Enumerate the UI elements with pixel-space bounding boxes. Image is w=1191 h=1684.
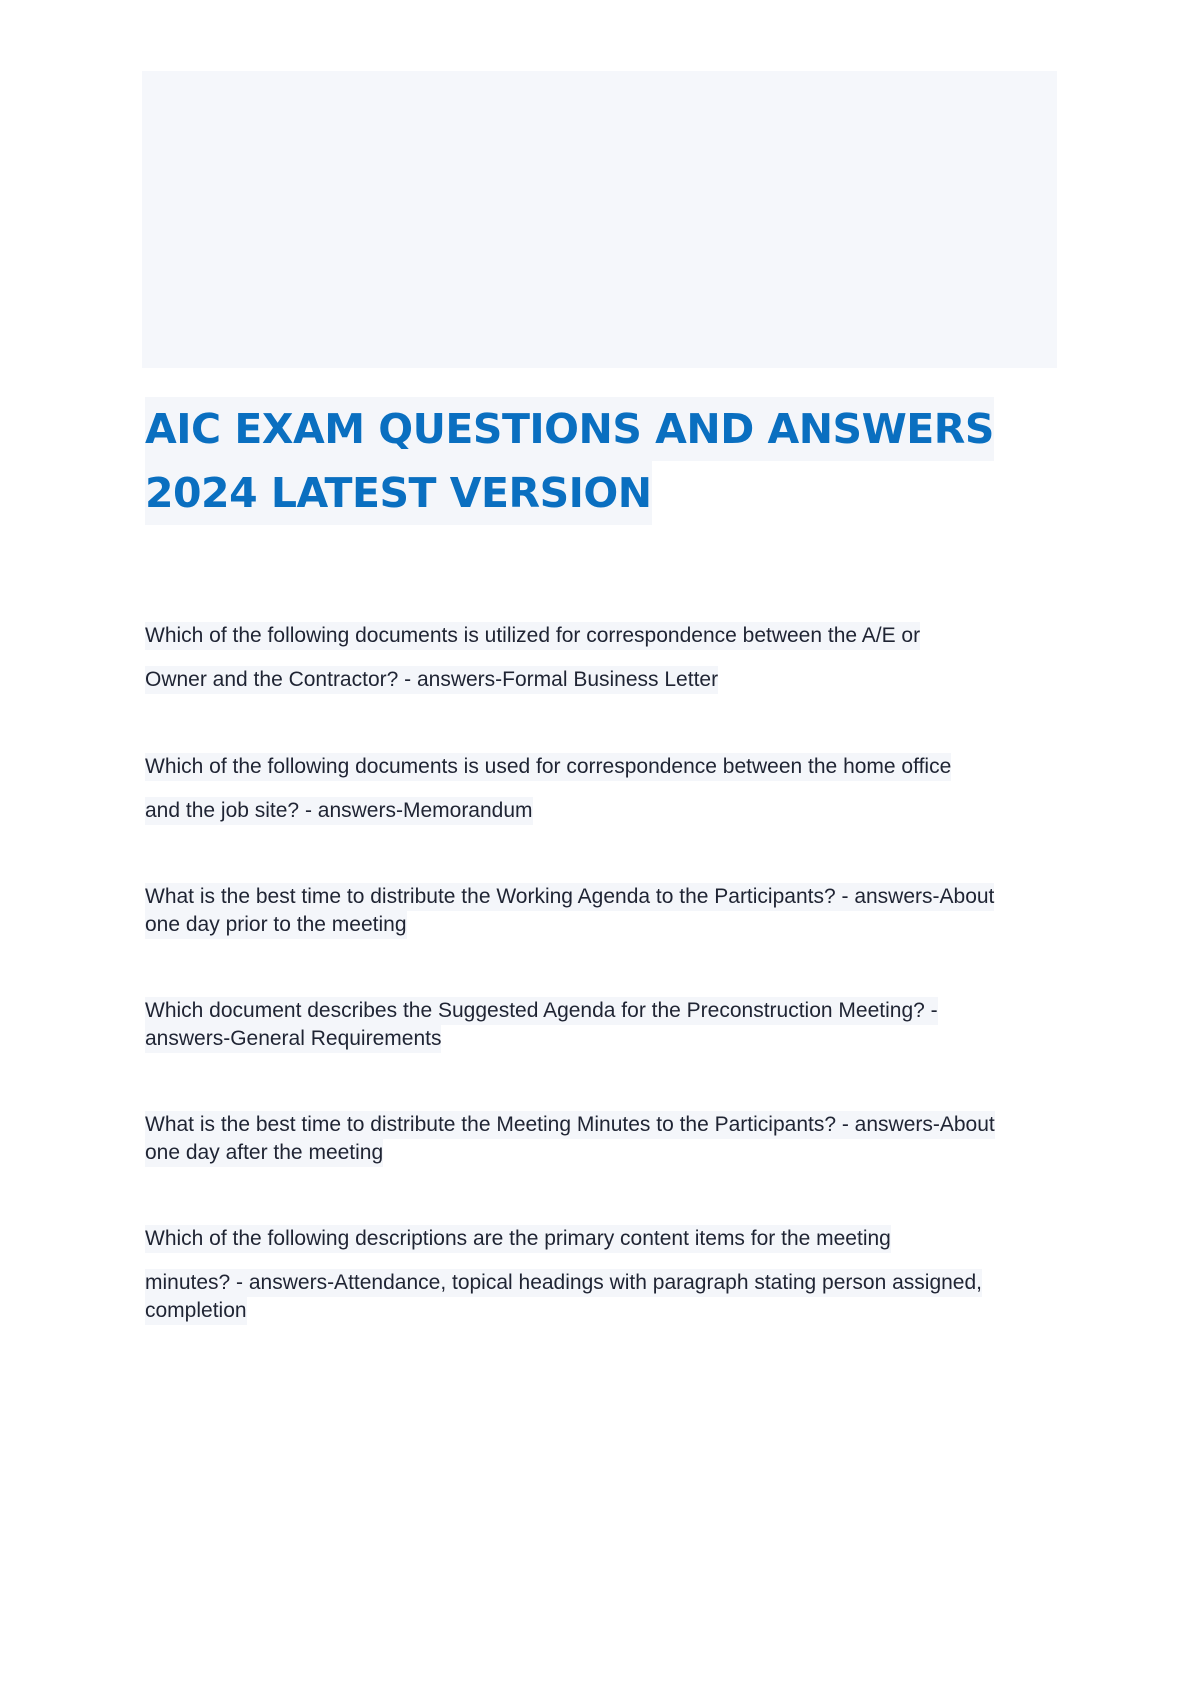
qa-item — [145, 883, 1050, 939]
qa-item — [145, 622, 1050, 710]
header-banner — [142, 71, 1057, 368]
qa-item — [145, 1111, 1050, 1167]
qa-text-line: Which of the following descriptions are the primary content items for the meeting — [145, 1225, 891, 1253]
qa-text-line: Owner and the Contractor? - answers-Formal Business Letter — [145, 666, 718, 694]
qa-text-line: What is the best time to distribute the Meeting Minutes to the Participants? - answers-About — [145, 1111, 995, 1139]
qa-text-line: Which document describes the Suggested Agenda for the Preconstruction Meeting? - — [145, 997, 938, 1025]
qa-item — [145, 997, 1050, 1053]
qa-text-line: one day prior to the meeting — [145, 911, 407, 939]
qa-text-line: Which of the following documents is used for correspondence between the home office — [145, 753, 951, 781]
qa-text-line: and the job site? - answers-Memorandum — [145, 797, 533, 825]
title-line: 2024 LATEST VERSION — [145, 461, 652, 525]
qa-text-line: answers-General Requirements — [145, 1025, 441, 1053]
qa-item — [145, 1225, 1050, 1325]
qa-text-line: Which of the following documents is utilized for correspondence between the A/E or — [145, 622, 920, 650]
qa-text-line: minutes? - answers-Attendance, topical headings with paragraph stating person assigned, — [145, 1269, 982, 1297]
qa-text-line: completion — [145, 1297, 247, 1325]
title-line: AIC EXAM QUESTIONS AND ANSWERS — [145, 397, 994, 461]
qa-text-line: What is the best time to distribute the Working Agenda to the Participants? - answers-About — [145, 883, 994, 911]
qa-item — [145, 753, 1050, 841]
qa-text-line: one day after the meeting — [145, 1139, 383, 1167]
document-title — [145, 397, 1045, 525]
